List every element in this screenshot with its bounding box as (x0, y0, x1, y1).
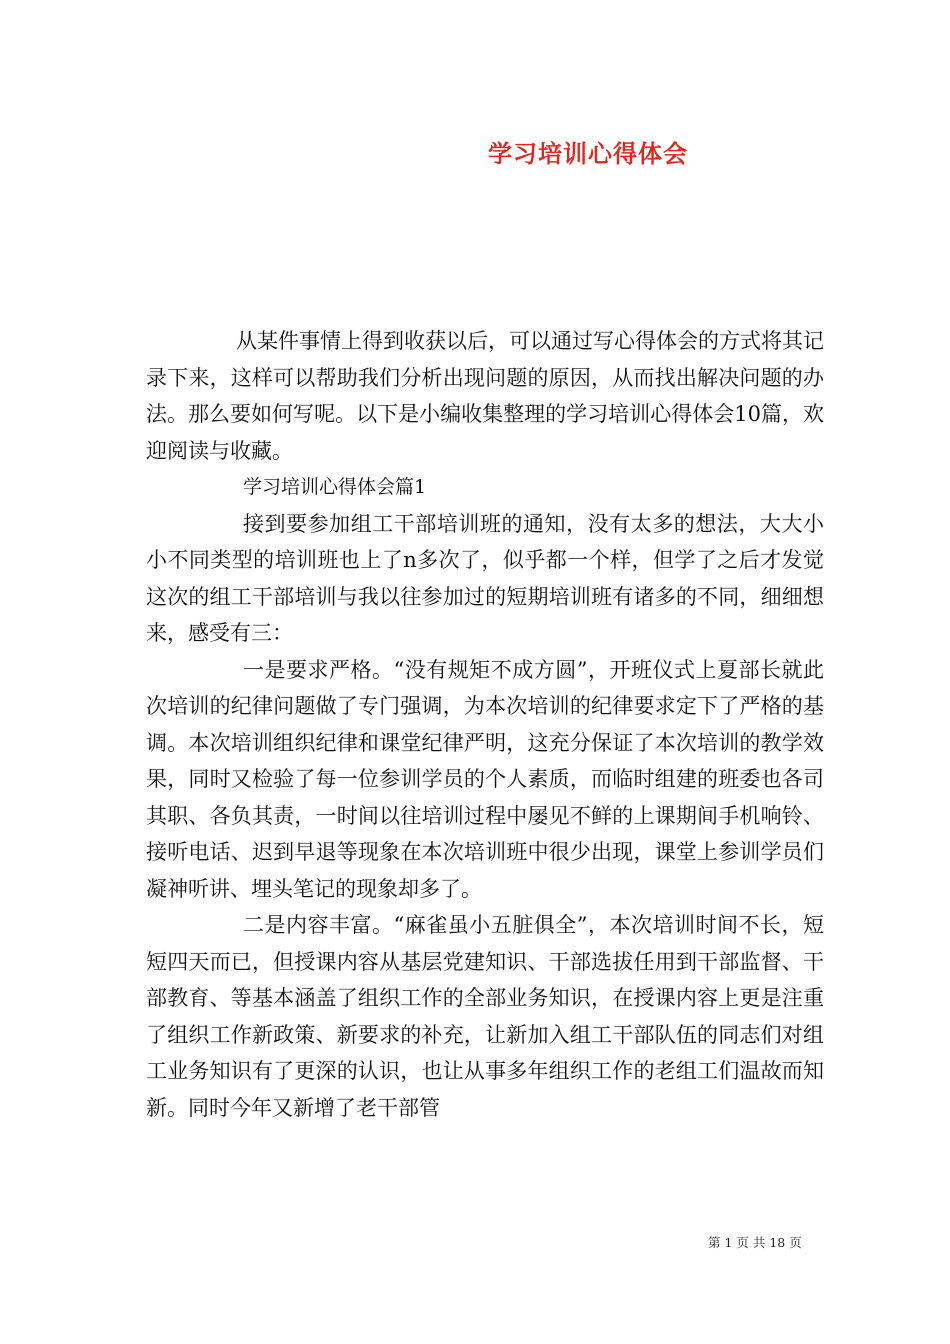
body-paragraph: 一是要求严格。“没有规矩不成方圆”，开班仪式上夏部长就此次培训的纪律问题做了专门强调，为本次培训的纪律要求定下了严格的基调。本次培训组织纪律和课堂纪律严明，这充分保证了本次培训的教学效果，同时又检验了每一位参训学员的个人素质，而临时组建的班委也各司其职、各负其责，一时间以往培训过程中屡见不鲜的上课期间手机响铃、接听电话、迟到早退等现象在本次培训班中很少出现，课堂上参训学员们凝神听讲、埋头笔记的现象却多了。 (146, 657, 824, 901)
page-number-footer: 第 1 页 共 18 页 (708, 1235, 802, 1250)
intro-paragraph: 从某件事情上得到收获以后，可以通过写心得体会的方式将其记录下来，这样可以帮助我们分析出现问题的原因，从而找出解决问题的办法。那么要如何写呢。以下是小编收集整理的学习培训心得体会10篇，欢迎阅读与收藏。 (146, 329, 824, 463)
section-heading: 学习培训心得体会篇1 (243, 476, 427, 498)
body-paragraph: 接到要参加组工干部培训班的通知，没有太多的想法，大大小小不同类型的培训班也上了n多次了，似乎都一个样，但学了之后才发觉这次的组工干部培训与我以往参加过的短期培训班有诸多的不同，细细想来，感受有三： (146, 511, 824, 645)
document-title: 学习培训心得体会 (488, 139, 688, 168)
document-body (146, 323, 824, 1126)
body-paragraph: 二是内容丰富。“麻雀虽小五脏俱全”，本次培训时间不长，短短四天而已，但授课内容从基层党建知识、干部选拔任用到干部监督、干部教育、等基本涵盖了组织工作的全部业务知识，在授课内容上更是注重了组织工作新政策、新要求的补充，让新加入组工干部队伍的同志们对组工业务知识有了更深的认识，也让从事多年组织工作的老组工们温故而知新。同时今年又新增了老干部管 (146, 913, 824, 1120)
